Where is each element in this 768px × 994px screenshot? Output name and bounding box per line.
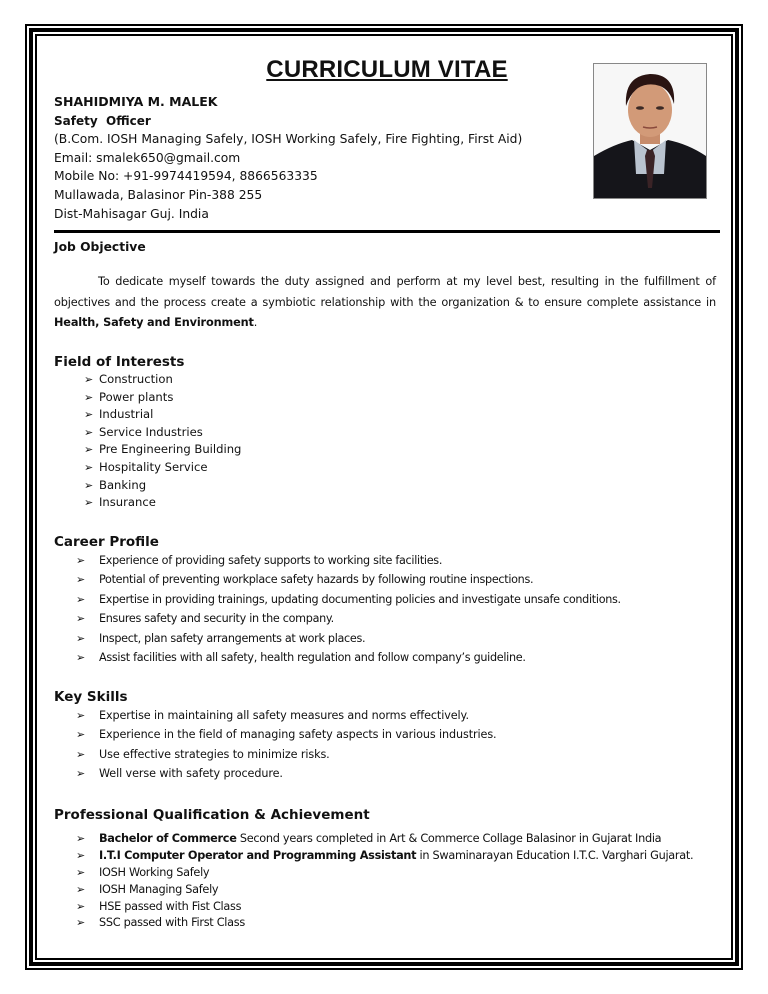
list-item: ➢ Pre Engineering Building bbox=[54, 441, 241, 459]
list-item: ➢ Banking bbox=[54, 477, 241, 495]
arrow-bullet-icon: ➢ bbox=[84, 390, 94, 404]
arrow-bullet-icon: ➢ bbox=[76, 747, 86, 761]
interests-list bbox=[54, 371, 241, 512]
arrow-bullet-icon: ➢ bbox=[76, 631, 85, 645]
contact-header bbox=[54, 93, 522, 223]
arrow-bullet-icon: ➢ bbox=[76, 592, 85, 606]
career-profile-section bbox=[54, 533, 621, 667]
list-item: ➢ IOSH Working Safely bbox=[54, 865, 693, 882]
key-skills-heading: Key Skills bbox=[54, 689, 128, 705]
list-item: ➢ Construction bbox=[54, 371, 241, 389]
list-item: ➢ Bachelor of Commerce Second years completed in Art & Commerce Collage Balasinor in Gujarat India bbox=[54, 831, 693, 848]
list-item: ➢ Experience in the field of managing safety aspects in various industries. bbox=[54, 725, 497, 744]
arrow-bullet-icon: ➢ bbox=[84, 373, 94, 386]
job-objective-text bbox=[54, 272, 716, 334]
objective-bold: Health, Safety and Environment bbox=[54, 316, 254, 329]
arrow-bullet-icon: ➢ bbox=[84, 425, 94, 439]
address-line-1: Mullawada, Balasinor Pin-388 255 bbox=[54, 187, 263, 202]
qualifications-heading: Professional Qualification & Achievement bbox=[54, 807, 370, 823]
email: Email: smalek650@gmail.com bbox=[54, 150, 241, 165]
field-of-interests-heading: Field of Interests bbox=[54, 354, 185, 370]
mobile: Mobile No: +91-9974419594, 8866563335 bbox=[54, 169, 318, 184]
credentials: (B.Com. IOSH Managing Safely, IOSH Working Safely, Fire Fighting, First Aid) bbox=[54, 132, 523, 147]
list-item: ➢ Assist facilities with all safety, health regulation and follow company’s guideline. bbox=[54, 648, 621, 667]
list-item: ➢ I.T.I Computer Operator and Programming Assistant in Swaminarayan Education I.T.C. Varghari Gujarat. bbox=[54, 848, 693, 865]
list-item: ➢ Insurance bbox=[54, 494, 241, 512]
candidate-role: Safety Officer bbox=[54, 113, 151, 128]
portrait-icon bbox=[594, 64, 706, 198]
arrow-bullet-icon: ➢ bbox=[76, 573, 85, 587]
list-item: ➢ Ensures safety and security in the company. bbox=[54, 609, 621, 628]
arrow-bullet-icon: ➢ bbox=[84, 408, 94, 422]
career-list bbox=[54, 551, 621, 667]
candidate-name: SHAHIDMIYA M. MALEK bbox=[54, 94, 218, 109]
arrow-bullet-icon: ➢ bbox=[76, 612, 85, 626]
field-of-interests-section bbox=[54, 353, 241, 512]
arrow-bullet-icon: ➢ bbox=[76, 728, 86, 742]
arrow-bullet-icon: ➢ bbox=[76, 832, 85, 845]
qualifications-section bbox=[54, 806, 693, 932]
key-skills-section bbox=[54, 688, 497, 784]
list-item: ➢ Well verse with safety procedure. bbox=[54, 764, 497, 783]
list-item: ➢ Experience of providing safety supports to working site facilities. bbox=[54, 551, 621, 570]
address-line-2: Dist-Mahisagar Guj. India bbox=[54, 206, 209, 221]
list-item: ➢ Power plants bbox=[54, 389, 241, 407]
profile-photo bbox=[593, 63, 707, 199]
document-title: CURRICULUM VITAE bbox=[266, 56, 508, 83]
objective-end: . bbox=[253, 316, 258, 329]
arrow-bullet-icon: ➢ bbox=[76, 916, 85, 930]
arrow-bullet-icon: ➢ bbox=[76, 865, 85, 879]
arrow-bullet-icon: ➢ bbox=[76, 650, 85, 664]
arrow-bullet-icon: ➢ bbox=[84, 443, 94, 457]
arrow-bullet-icon: ➢ bbox=[84, 478, 94, 492]
arrow-bullet-icon: ➢ bbox=[76, 554, 85, 567]
list-item: ➢ Hospitality Service bbox=[54, 459, 241, 477]
job-objective-heading: Job Objective bbox=[54, 240, 146, 254]
skills-list bbox=[54, 706, 497, 784]
list-item: ➢ Expertise in maintaining all safety measures and norms effectively. bbox=[54, 706, 497, 725]
arrow-bullet-icon: ➢ bbox=[76, 767, 86, 781]
list-item: ➢ Use effective strategies to minimize risks. bbox=[54, 745, 497, 764]
list-item: ➢ Service Industries bbox=[54, 424, 241, 442]
arrow-bullet-icon: ➢ bbox=[76, 899, 85, 913]
list-item: ➢ Potential of preventing workplace safety hazards by following routine inspections. bbox=[54, 570, 621, 589]
arrow-bullet-icon: ➢ bbox=[84, 496, 94, 510]
arrow-bullet-icon: ➢ bbox=[76, 848, 85, 862]
header-divider bbox=[54, 230, 720, 233]
qualifications-list bbox=[54, 831, 693, 932]
arrow-bullet-icon: ➢ bbox=[76, 709, 86, 722]
arrow-bullet-icon: ➢ bbox=[76, 882, 85, 896]
list-item: ➢ Expertise in providing trainings, updating documenting policies and investigate unsafe conditions. bbox=[54, 590, 621, 609]
list-item: ➢ SSC passed with First Class bbox=[54, 915, 693, 932]
list-item: ➢ IOSH Managing Safely bbox=[54, 882, 693, 899]
career-profile-heading: Career Profile bbox=[54, 534, 159, 550]
arrow-bullet-icon: ➢ bbox=[84, 460, 94, 474]
list-item: ➢ Industrial bbox=[54, 406, 241, 424]
list-item: ➢ HSE passed with Fist Class bbox=[54, 899, 693, 916]
objective-body: To dedicate myself towards the duty assigned and perform at my level best, resulting in the fulfillment of objectives and the process create a symbiotic relationship with the organization & to ensure complete assistance in bbox=[54, 275, 716, 309]
list-item: ➢ Inspect, plan safety arrangements at work places. bbox=[54, 629, 621, 648]
